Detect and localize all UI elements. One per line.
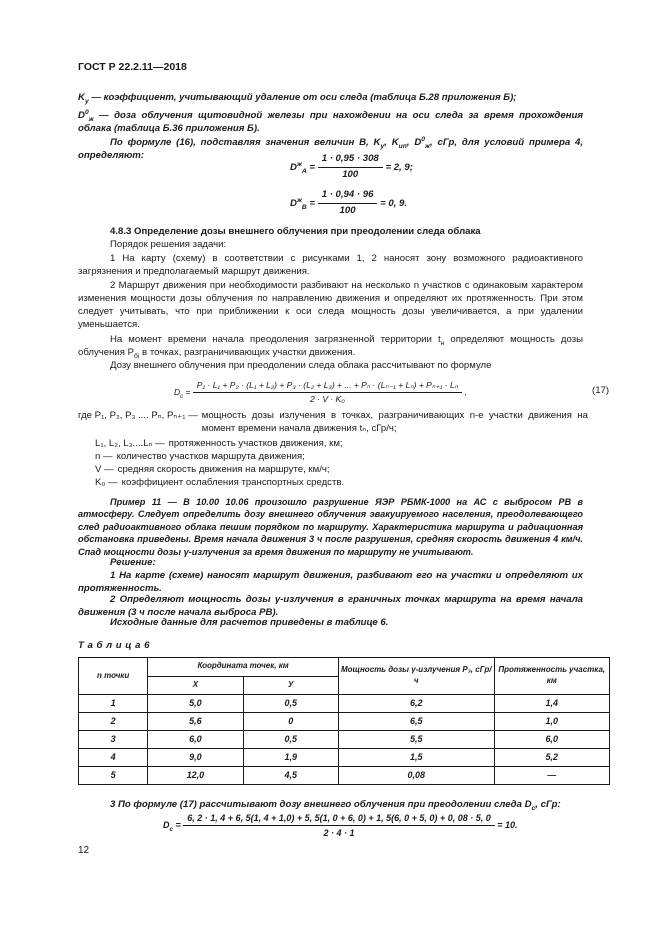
formula-a: $D^ж_A$ = $\frac{1 \cdot 0,95 \cdot 308}{100}$ = 2, 9; <box>290 153 413 180</box>
header-point: n точки <box>79 658 148 695</box>
definition-symbol: $K_y$ <box>78 92 89 105</box>
table-cell: 5,2 <box>494 749 609 767</box>
solution-label: Решение: <box>110 557 156 568</box>
table-cell: 0 <box>243 713 338 731</box>
paragraph-order: Порядок решения задачи: <box>110 239 227 250</box>
solution-step1: 1 На карте (схеме) наносят маршрут движения, разбивают его на участки и определяют их протяженность. <box>78 570 583 594</box>
table-cell: 0,5 <box>243 731 338 749</box>
table-6 <box>78 657 610 785</box>
table-cell: 0,5 <box>243 695 338 713</box>
table-cell: — <box>494 767 609 785</box>
table-row <box>79 767 610 785</box>
document-header: ГОСТ Р 22.2.11—2018 <box>78 61 187 73</box>
definition-dzh <box>78 110 583 136</box>
paragraph-time: На момент времени начала преодоления загрязненной территории $t_н$ определяют мощность дозы облучения $P_{бi}$ в точках, разграничивающих участки движения. <box>78 334 583 360</box>
header-coords: Координата точек, км <box>148 658 339 677</box>
where-label: L₁, L₂, L₃....Lₙ — <box>95 437 165 449</box>
where-label: K₀ — <box>95 476 118 488</box>
where-label: где P₁, P₂, P₃ .... Pₙ, Pₙ₊₁ — <box>78 410 198 421</box>
where-item <box>78 464 588 477</box>
where-item <box>78 477 588 490</box>
where-item <box>78 451 588 464</box>
table-cell: 0,08 <box>338 767 494 785</box>
where-label: n — <box>95 450 113 462</box>
paragraph-step2: 2 Маршрут движения при необходимости разбивают на несколько n участков с одинаковым характером изменения мощности дозы облучения по направлению движения и определяют их протяженность. При этом следует учитывать, что при приближении к оси следа мощность дозы увеличивается, а при удалении уменьшается. <box>78 280 583 330</box>
solution-step2: 2 Определяют мощность дозы γ-излучения в граничных точках маршрута на время начала движения (3 ч после начала выброса РВ). <box>78 594 583 618</box>
formula-17-number: (17) <box>592 385 610 396</box>
header-x: X <box>148 676 243 695</box>
table-header-row <box>79 658 610 677</box>
step3-line: 3 По формуле (17) рассчитывают дозу внешнего облучения при преодолении следа $D_c$, сГр: <box>110 799 561 812</box>
example-11: Пример 11 — В 10.00 10.06 произошло разрушение ЯЭР РБМК-1000 на АС с выбросом РВ в атмосферу. Следует определить дозу внешнего облучения эвакуируемого населения, преодолевающего след радиоактивного облака пешим порядком по маршруту. Характеристика маршрута и радиационная обстановка приведены. Время начала движения 3 ч после разрушения, средняя скорость движения 4 км/ч. Спад мощности дозы γ-излучения за время движения по маршруту не учитывают. <box>78 497 583 557</box>
where-text: мощность дозы излучения в точках, разграничивающих n-е участки движения на момент времени начала движения tₙ, сГр/ч; <box>201 410 588 434</box>
table-row <box>79 695 610 713</box>
header-y: У <box>243 676 338 695</box>
formula-17: $D_c$ = P₁ · L₁ + P₂ · (L₁ + L₂) + P₃ · (L₂ + L₃) + ... + Pₙ · (Lₙ₋₁ + Lₙ) + Pₙ₊₁ · Lₙ 2 · V · K₀ , <box>174 380 467 405</box>
table-cell: 5 <box>79 767 148 785</box>
table-row <box>79 713 610 731</box>
table-cell: 5,0 <box>148 695 243 713</box>
where-list <box>78 410 588 490</box>
table-cell: 5,5 <box>338 731 494 749</box>
table-caption: Т а б л и ц а 6 <box>78 640 150 651</box>
formula-final: $D_c$ = 6, 2 · 1, 4 + 6, 5(1, 4 + 1,0) + 5, 5(1, 0 + 6, 0) + 1, 5(6, 0 + 5, 0) + 0, 08 · 5, 0 2 · 4 · 1 = 10. <box>163 813 518 839</box>
table-cell: 1,9 <box>243 749 338 767</box>
table-cell: 6,0 <box>148 731 243 749</box>
table-cell: 4 <box>79 749 148 767</box>
table-cell: 6,2 <box>338 695 494 713</box>
table-cell: 6,5 <box>338 713 494 731</box>
table-cell: 5,6 <box>148 713 243 731</box>
definition-symbol: $D^0_ж$ <box>78 108 94 123</box>
table-cell: 1,0 <box>494 713 609 731</box>
definition-text: — коэффициент, учитывающий удаление от оси следа (таблица Б.28 приложения Б); <box>88 92 517 103</box>
table-cell: 4,5 <box>243 767 338 785</box>
table-cell: 2 <box>79 713 148 731</box>
page-number: 12 <box>78 845 90 856</box>
where-item <box>78 410 588 436</box>
paragraph-step1: 1 На карту (схему) в соответствии с рисунками 1, 2 наносят зону возможного радиоактивного загрязнения и предполагаемый маршрут движения. <box>78 253 583 277</box>
header-power: Мощность дозы γ-излучения P₃, сГр/ч <box>338 658 494 695</box>
paragraph-formula-intro: Дозу внешнего облучения при преодолении следа облака рассчитывают по формуле <box>110 360 492 371</box>
definition-text: — доза облучения щитовидной железы при нахождении на оси следа за время прохождения облака (таблица Б.36 приложения Б). <box>78 110 583 134</box>
table-cell: 1 <box>79 695 148 713</box>
table-row <box>79 731 610 749</box>
where-label: V — <box>95 463 114 475</box>
where-item <box>78 438 588 451</box>
intro-line: По формуле (16), подставляя значения величин B, $K_y$, $K_{ип}$, $D^0_ж$, сГр, для условий примера 4, определяют: <box>78 135 583 161</box>
header-length: Протяженность участка, км <box>494 658 609 695</box>
table-cell: 1,4 <box>494 695 609 713</box>
table-cell: 12,0 <box>148 767 243 785</box>
where-text: коэффициент ослабления транспортных средств. <box>121 476 345 488</box>
table-cell: 6,0 <box>494 731 609 749</box>
formula-b: $D^ж_B$ = $\frac{1 \cdot 0,94 \cdot 96}{100}$ = 0, 9. <box>290 189 408 216</box>
where-text: средняя скорость движения на маршруте, км/ч; <box>117 463 330 475</box>
definition-ky <box>78 92 583 105</box>
where-text: количество участков маршрута движения; <box>116 450 305 462</box>
section-title: 4.8.3 Определение дозы внешнего облучения при преодолении следа облака <box>110 226 481 237</box>
table-cell: 3 <box>79 731 148 749</box>
table-cell: 1,5 <box>338 749 494 767</box>
table-cell: 9,0 <box>148 749 243 767</box>
table-row <box>79 749 610 767</box>
where-text: протяженность участков движения, км; <box>168 437 343 449</box>
solution-step3: Исходные данные для расчетов приведены в таблице 6. <box>110 617 389 628</box>
